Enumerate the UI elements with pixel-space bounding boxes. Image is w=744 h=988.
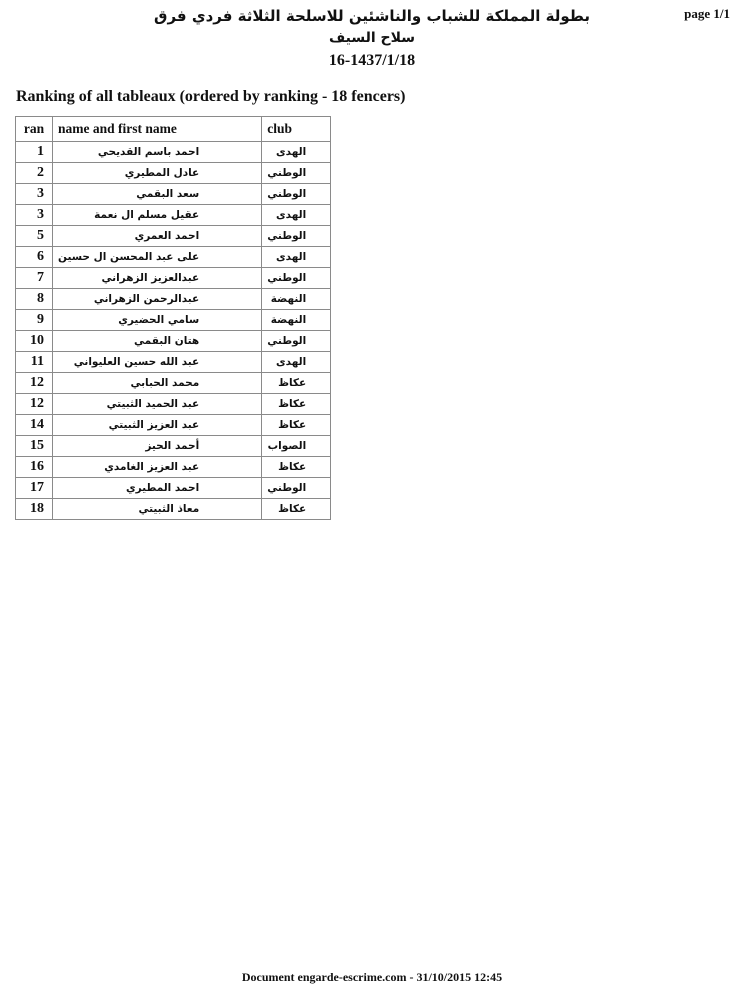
event-title: بطولة المملكة للشباب والناشئين للاسلحة الثلاثة فردي فرق [154, 7, 590, 25]
name-cell: عبد العزيز الغامدي [53, 457, 262, 478]
name-cell: عبدالرحمن الزهراني [53, 289, 262, 310]
name-cell: محمد الحبابي [53, 373, 262, 394]
column-header-rank: ran [16, 117, 53, 142]
rank-cell: 1 [16, 142, 53, 163]
rank-cell: 14 [16, 415, 53, 436]
rank-cell: 6 [16, 247, 53, 268]
table-row [16, 457, 331, 478]
table-row [16, 352, 331, 373]
name-cell: عقيل مسلم ال نعمة [53, 205, 262, 226]
rank-cell: 3 [16, 205, 53, 226]
page-number: page 1/1 [684, 6, 730, 21]
name-cell: عبدالعزيز الزهراني [53, 268, 262, 289]
weapon-subtitle: سلاح السيف [328, 30, 416, 46]
club-cell: عكاظ [262, 415, 331, 436]
name-cell: على عبد المحسن ال حسين [53, 247, 262, 268]
event-dates: 16-1437/1/18 [328, 52, 416, 69]
table-row [16, 499, 331, 520]
rank-cell: 12 [16, 394, 53, 415]
club-cell: الهدى [262, 142, 331, 163]
table-row [16, 142, 331, 163]
column-header-club: club [262, 117, 331, 142]
rank-cell: 3 [16, 184, 53, 205]
table-row [16, 478, 331, 499]
table-row [16, 247, 331, 268]
rank-cell: 18 [16, 499, 53, 520]
name-cell: احمد باسم القديحي [53, 142, 262, 163]
ranking-heading: Ranking of all tableaux (ordered by ranking - 18 fencers) [16, 88, 406, 105]
club-cell: عكاظ [262, 457, 331, 478]
table-row [16, 394, 331, 415]
rank-cell: 7 [16, 268, 53, 289]
table-row [16, 310, 331, 331]
rank-cell: 9 [16, 310, 53, 331]
table-row [16, 163, 331, 184]
club-cell: الهدى [262, 247, 331, 268]
club-cell: الهدى [262, 205, 331, 226]
club-cell: النهضة [262, 310, 331, 331]
name-cell: معاذ الثبيتي [53, 499, 262, 520]
club-cell: عكاظ [262, 499, 331, 520]
club-cell: الوطني [262, 268, 331, 289]
table-row [16, 268, 331, 289]
rank-cell: 16 [16, 457, 53, 478]
name-cell: سامي الحضيري [53, 310, 262, 331]
table-row [16, 226, 331, 247]
table-row [16, 184, 331, 205]
rank-cell: 12 [16, 373, 53, 394]
table-row [16, 331, 331, 352]
name-cell: عبد الله حسين العليواني [53, 352, 262, 373]
table-row [16, 289, 331, 310]
club-cell: الصواب [262, 436, 331, 457]
club-cell: الوطني [262, 331, 331, 352]
rank-cell: 15 [16, 436, 53, 457]
footer: Document engarde-escrime.com - 31/10/2015 12:45 [241, 970, 503, 984]
rank-cell: 10 [16, 331, 53, 352]
club-cell: الهدى [262, 352, 331, 373]
club-cell: الوطني [262, 163, 331, 184]
name-cell: احمد المطيري [53, 478, 262, 499]
club-cell: الوطني [262, 478, 331, 499]
name-cell: احمد العمري [53, 226, 262, 247]
name-cell: عبد العزيز الثبيتي [53, 415, 262, 436]
table-row [16, 436, 331, 457]
table-row [16, 415, 331, 436]
table-row [16, 205, 331, 226]
ranking-table [15, 116, 331, 520]
table-row [16, 373, 331, 394]
name-cell: عادل المطيري [53, 163, 262, 184]
column-header-name: name and first name [53, 117, 262, 142]
rank-cell: 5 [16, 226, 53, 247]
club-cell: الوطني [262, 184, 331, 205]
rank-cell: 11 [16, 352, 53, 373]
club-cell: عكاظ [262, 394, 331, 415]
rank-cell: 8 [16, 289, 53, 310]
name-cell: أحمد الحيز [53, 436, 262, 457]
name-cell: عبد الحميد الثبيتي [53, 394, 262, 415]
table-header-row [16, 117, 331, 142]
rank-cell: 17 [16, 478, 53, 499]
club-cell: النهضة [262, 289, 331, 310]
name-cell: هتان البقمي [53, 331, 262, 352]
club-cell: الوطني [262, 226, 331, 247]
club-cell: عكاظ [262, 373, 331, 394]
rank-cell: 2 [16, 163, 53, 184]
name-cell: سعد البقمي [53, 184, 262, 205]
